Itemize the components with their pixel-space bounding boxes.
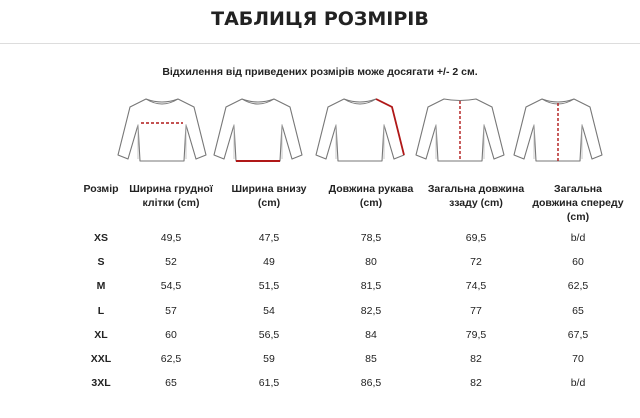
table-cell: 62,5 xyxy=(160,353,182,366)
table-cell: 85 xyxy=(365,353,377,366)
table-cell: 57 xyxy=(165,304,177,317)
table-cell: 78,5 xyxy=(360,232,382,245)
table-cell: 86,5 xyxy=(360,377,382,390)
table-cell: 82 xyxy=(470,353,482,366)
size-cell: S xyxy=(97,256,105,269)
table-row xyxy=(80,299,628,323)
shirt-chest-width-icon xyxy=(112,93,212,169)
table-cell: 59 xyxy=(263,353,275,366)
header-bottom-width: Ширина внизу (cm) xyxy=(231,183,307,209)
table-cell: 60 xyxy=(572,256,584,269)
shirt-bottom-width-icon xyxy=(208,93,308,169)
table-row xyxy=(80,274,628,298)
table-cell: 79,5 xyxy=(465,328,487,341)
table-cell: 62,5 xyxy=(567,280,589,293)
header-front-length: Загальна довжина спереду (cm) xyxy=(532,183,624,223)
table-cell: 82,5 xyxy=(360,304,382,317)
header-chest-width: Ширина грудної клітки (cm) xyxy=(129,183,213,209)
table-row xyxy=(80,250,628,274)
table-cell: 80 xyxy=(365,256,377,269)
table-row xyxy=(80,347,628,371)
page-title: ТАБЛИЦЯ РОЗМІРІВ xyxy=(211,8,429,30)
size-cell: XS xyxy=(93,232,108,245)
table-cell: 84 xyxy=(365,328,377,341)
size-cell: XL xyxy=(94,328,108,341)
table-cell: 60 xyxy=(165,328,177,341)
tolerance-note: Відхилення від приведених розмірів може досягати +/- 2 см. xyxy=(162,66,478,78)
table-cell: 74,5 xyxy=(465,280,487,293)
table-cell: 56,5 xyxy=(258,328,280,341)
table-cell: b/d xyxy=(570,232,586,245)
table-cell: 61,5 xyxy=(258,377,280,390)
header-size: Розмір xyxy=(83,183,119,195)
table-cell: 81,5 xyxy=(360,280,382,293)
table-cell: 65 xyxy=(572,304,584,317)
table-header-row xyxy=(80,182,628,226)
table-row xyxy=(80,323,628,347)
size-cell: M xyxy=(96,280,106,293)
table-cell: 51,5 xyxy=(258,280,280,293)
size-cell: 3XL xyxy=(91,377,111,390)
size-chart-table xyxy=(80,182,628,395)
measurement-figures xyxy=(0,93,640,173)
table-cell: 72 xyxy=(470,256,482,269)
table-cell: 82 xyxy=(470,377,482,390)
table-cell: 49 xyxy=(263,256,275,269)
shirt-sleeve-length-icon xyxy=(310,93,410,169)
table-cell: 54 xyxy=(263,304,275,317)
table-row xyxy=(80,371,628,395)
table-cell: 52 xyxy=(165,256,177,269)
table-cell: 69,5 xyxy=(465,232,487,245)
header-sleeve-length: Довжина рукава (cm) xyxy=(328,183,414,209)
table-cell: 47,5 xyxy=(258,232,280,245)
table-cell: 54,5 xyxy=(160,280,182,293)
table-row xyxy=(80,226,628,250)
header-back-length: Загальна довжина ззаду (cm) xyxy=(427,183,525,209)
table-cell: 77 xyxy=(470,304,482,317)
table-cell: 49,5 xyxy=(160,232,182,245)
size-cell: XXL xyxy=(90,353,112,366)
table-cell: 65 xyxy=(165,377,177,390)
table-cell: 70 xyxy=(572,353,584,366)
shirt-back-length-icon xyxy=(410,93,510,169)
shirt-front-length-icon xyxy=(508,93,608,169)
size-cell: L xyxy=(97,304,105,317)
title-divider xyxy=(0,43,640,44)
table-cell: 67,5 xyxy=(567,328,589,341)
table-cell: b/d xyxy=(570,377,586,390)
